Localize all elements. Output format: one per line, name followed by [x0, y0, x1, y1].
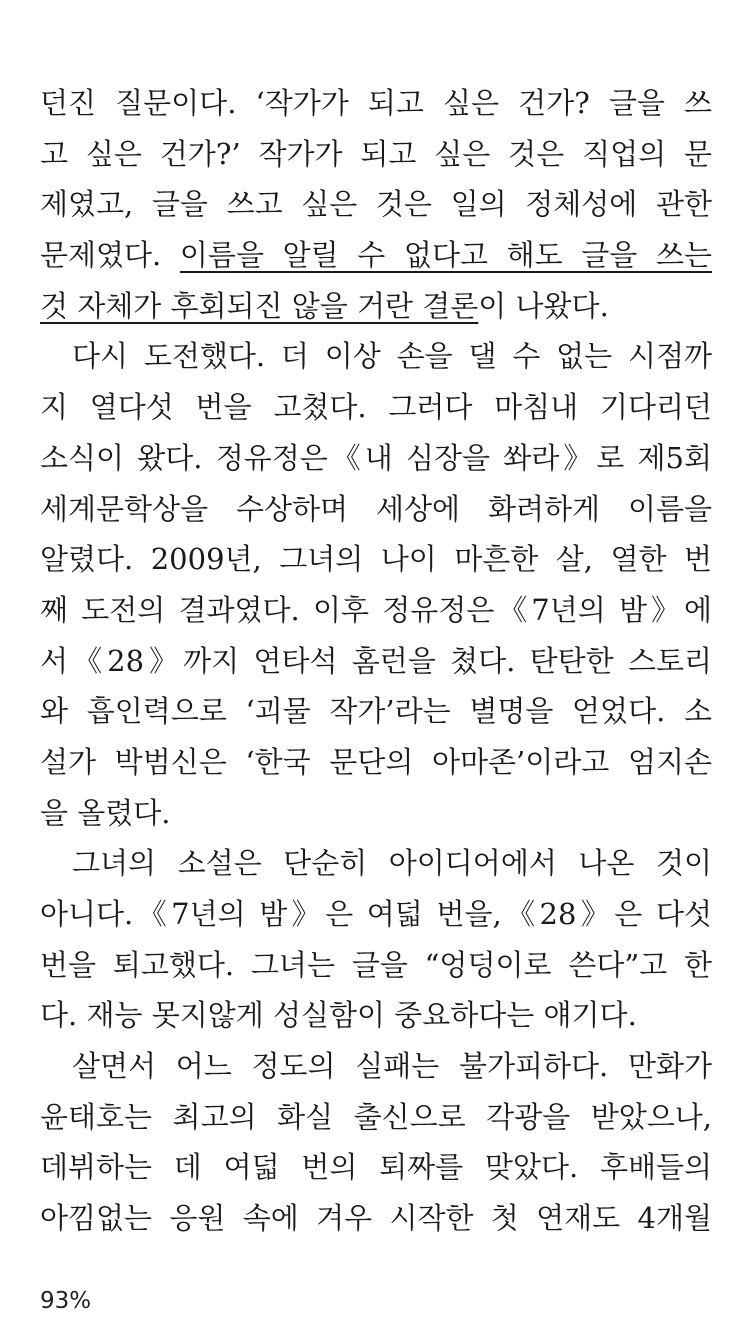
text-segment: 그녀의 소설은 단순히 아이디어에서 나온 것이	[72, 846, 712, 881]
text-segment: 고 싶은 건가?’ 작가가 되고 싶은 것은 직업의 문	[40, 136, 712, 171]
text-line	[40, 331, 712, 382]
underlined-text: 이름을 알릴 수 없다고 해도 글을 쓰는	[179, 238, 712, 273]
text-segment: 아낌없는 응원 속에 겨우 시작한 첫 연재도 4개월	[40, 1201, 712, 1236]
text-line	[40, 636, 712, 687]
text-segment: 설가 박범신은 ‘한국 문단의 아마존’이라고 엄지손	[40, 744, 712, 779]
text-segment: 을 올렸다.	[40, 795, 171, 830]
text-line	[40, 78, 712, 129]
text-segment: 다시 도전했다. 더 이상 손을 댈 수 없는 시점까	[72, 339, 712, 374]
text-line	[40, 585, 712, 636]
text-segment: 지 열다섯 번을 고쳤다. 그러다 마침내 기다리던	[40, 390, 712, 425]
text-line	[40, 788, 712, 839]
text-segment: 서《28》까지 연타석 홈런을 쳤다. 탄탄한 스토리	[40, 643, 712, 678]
reading-progress-label: 93%	[40, 1288, 92, 1314]
text-line	[40, 990, 712, 1041]
text-line	[40, 940, 712, 991]
paragraph	[40, 331, 712, 838]
text-line	[40, 281, 712, 332]
text-line	[40, 484, 712, 535]
text-segment: 데뷔하는 데 여덟 번의 퇴짜를 맞았다. 후배들의	[40, 1150, 712, 1185]
text-segment: 와 흡인력으로 ‘괴물 작가’라는 별명을 얻었다. 소	[40, 694, 712, 729]
text-line	[40, 534, 712, 585]
text-segment: 윤태호는 최고의 화실 출신으로 각광을 받았으나,	[40, 1099, 712, 1134]
text-segment: 소식이 왔다. 정유정은《내 심장을 쏴라》로 제5회	[40, 440, 712, 475]
text-segment: 세계문학상을 수상하며 세상에 화려하게 이름을	[40, 491, 712, 526]
text-line	[40, 433, 712, 484]
book-page-text	[40, 78, 712, 1244]
text-segment: 이 나왔다.	[478, 288, 609, 323]
paragraph	[40, 78, 712, 331]
text-line	[40, 230, 712, 281]
text-line	[40, 1092, 712, 1143]
text-line	[40, 889, 712, 940]
text-line	[40, 382, 712, 433]
text-line	[40, 838, 712, 889]
text-line	[40, 686, 712, 737]
text-line	[40, 129, 712, 180]
text-line	[40, 737, 712, 788]
text-segment: 알렸다. 2009년, 그녀의 나이 마흔한 살, 열한 번	[40, 542, 712, 577]
text-line	[40, 179, 712, 230]
paragraph	[40, 1041, 712, 1244]
text-segment: 아니다.《7년의 밤》은 여덟 번을,《28》은 다섯	[40, 897, 712, 931]
text-line	[40, 1193, 712, 1244]
text-segment: 다. 재능 못지않게 성실함이 중요하다는 얘기다.	[40, 998, 637, 1033]
paragraph	[40, 838, 712, 1041]
text-line	[40, 1041, 712, 1092]
text-segment: 던진 질문이다. ‘작가가 되고 싶은 건가? 글을 쓰	[40, 86, 712, 120]
underlined-text: 것 자체가 후회되진 않을 거란 결론	[40, 288, 479, 323]
text-segment: 문제였다.	[40, 238, 180, 273]
text-segment: 째 도전의 결과였다. 이후 정유정은《7년의 밤》에	[40, 592, 712, 627]
text-segment: 번을 퇴고했다. 그녀는 글을 “엉덩이로 쓴다”고 한	[40, 947, 712, 982]
text-segment: 제였고, 글을 쓰고 싶은 것은 일의 정체성에 관한	[40, 187, 712, 222]
text-segment: 살면서 어느 정도의 실패는 불가피하다. 만화가	[72, 1049, 712, 1084]
text-line	[40, 1142, 712, 1193]
